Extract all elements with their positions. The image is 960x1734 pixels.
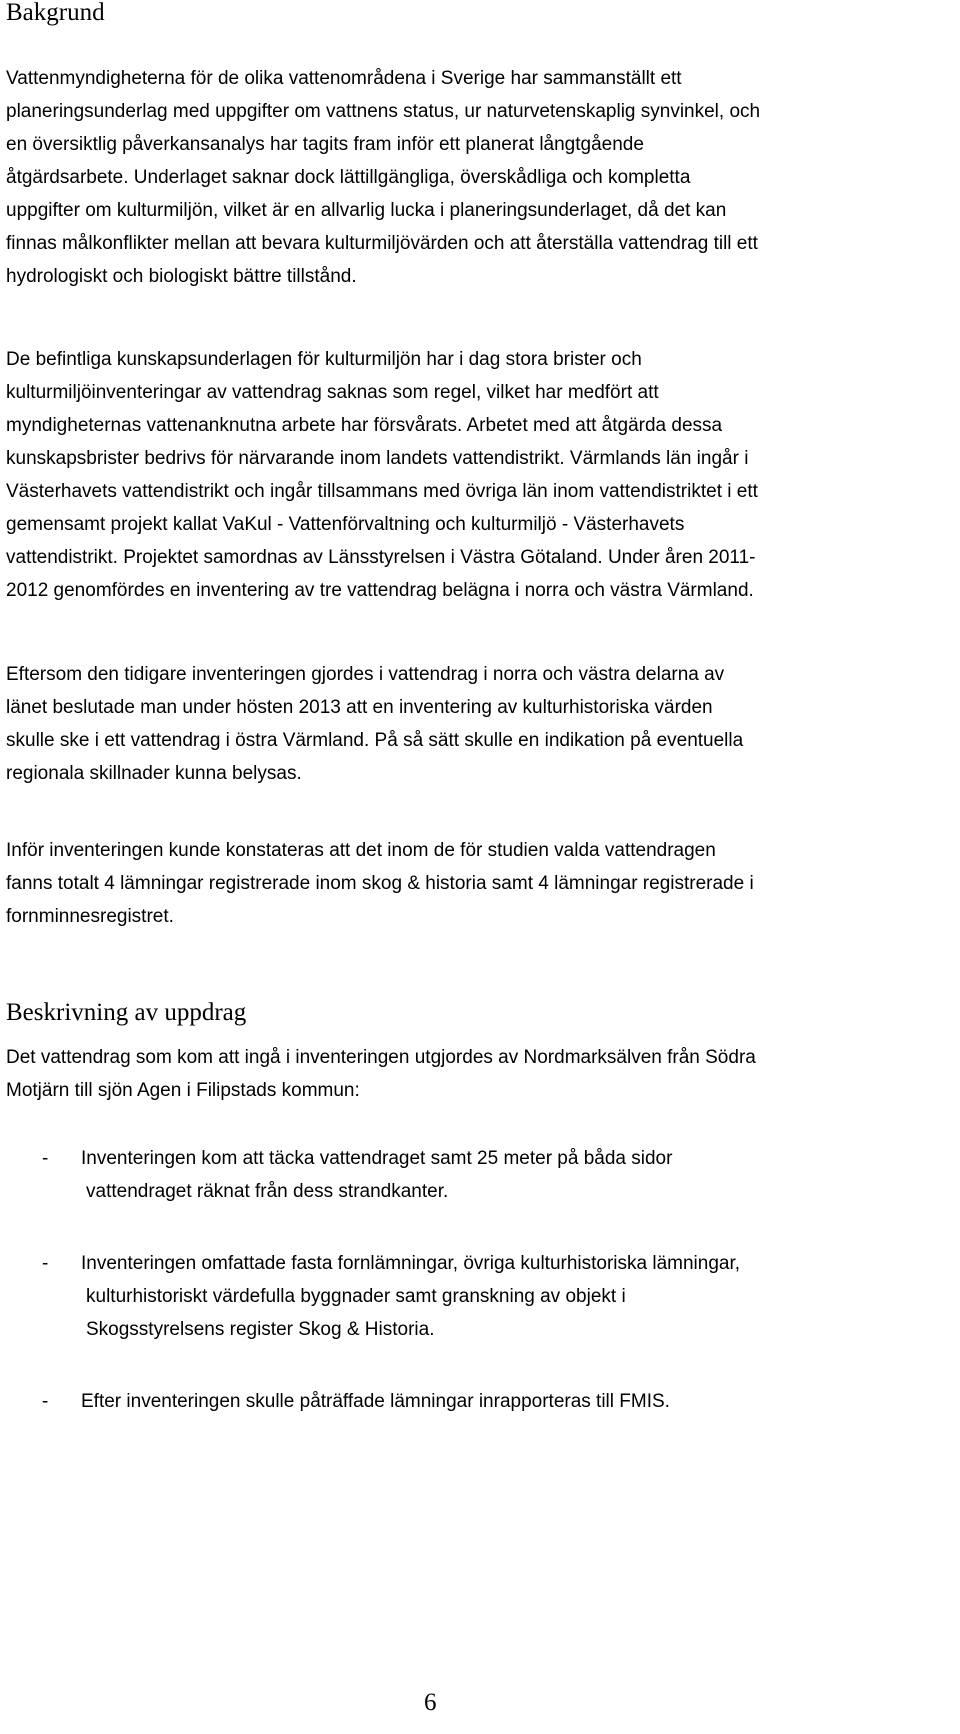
paragraph-4 [6,834,940,933]
paragraph-line: Det vattendrag som kom att ingå i inventeringen utgjordes av Nordmarksälven från Södra [6,1047,756,1068]
section-heading-beskrivning: Beskrivning av uppdrag [6,999,247,1026]
paragraph-line: hydrologiskt och biologiskt bättre tillstånd. [6,266,357,287]
paragraph-line: regionala skillnader kunna belysas. [6,763,302,784]
paragraph-line: uppgifter om kulturmiljön, vilket är en allvarlig lucka i planeringsunderlaget, då det kan [6,200,727,221]
paragraph-line: Västerhavets vattendistrikt och ingår tillsammans med övriga län inom vattendistriktet i ett [6,481,758,502]
paragraph-line: Inför inventeringen kunde konstateras att det inom de för studien valda vattendragen [6,840,716,861]
paragraph-line: finnas målkonflikter mellan att bevara kulturmiljövärden och att återställa vattendrag till ett [6,233,758,254]
paragraph-line: Vattenmyndigheterna för de olika vattenområdena i Sverige har sammanställt ett [6,68,682,89]
paragraph-line: kunskapsbrister bedrivs för närvarande inom landets vattendistrikt. Värmlands län ingår i [6,448,749,469]
list-dash: - [42,1253,49,1274]
list-line: vattendraget räknat från dess strandkanter. [86,1181,449,1202]
paragraph-line: 2012 genomfördes en inventering av tre vattendrag belägna i norra och västra Värmland. [6,580,754,601]
paragraph-line: vattendistrikt. Projektet samordnas av Länsstyrelsen i Västra Götaland. Under åren 2011- [6,547,756,568]
list-item [6,1142,940,1208]
paragraph-3 [6,658,940,790]
paragraph-line: länet beslutade man under hösten 2013 att en inventering av kulturhistoriska värden [6,697,713,718]
paragraph-line: fornminnesregistret. [6,906,174,927]
paragraph-2 [6,343,940,607]
paragraph-line: skulle ske i ett vattendrag i östra Värmland. På så sätt skulle en indikation på eventuella [6,730,744,751]
list-line: Inventeringen omfattade fasta fornlämningar, övriga kulturhistoriska lämningar, [81,1253,741,1274]
list-item [6,1385,940,1418]
section-heading-bakgrund: Bakgrund [6,0,105,26]
paragraph-line: fanns totalt 4 lämningar registrerade inom skog & historia samt 4 lämningar registrerade i [6,873,754,894]
page-number: 6 [424,1689,437,1716]
list-dash: - [42,1391,49,1412]
list-line: Skogsstyrelsens register Skog & Historia. [86,1319,435,1340]
paragraph-line: myndigheternas vattenanknutna arbete har försvårats. Arbetet med att åtgärda dessa [6,415,723,436]
list-line: kulturhistoriskt värdefulla byggnader samt granskning av objekt i [86,1286,626,1307]
paragraph-line: kulturmiljöinventeringar av vattendrag saknas som regel, vilket har medfört att [6,382,659,403]
paragraph-line: planeringsunderlag med uppgifter om vattnens status, ur naturvetenskaplig synvinkel, och [6,101,761,122]
paragraph-line: Motjärn till sjön Agen i Filipstads kommun: [6,1080,360,1101]
paragraph-line: De befintliga kunskapsunderlagen för kulturmiljön har i dag stora brister och [6,349,642,370]
list-item [6,1247,940,1346]
list-line: Efter inventeringen skulle påträffade lämningar inrapporteras till FMIS. [81,1391,670,1412]
paragraph-line: en översiktlig påverkansanalys har tagits fram inför ett planerat långtgående [6,134,644,155]
list-line: Inventeringen kom att täcka vattendraget samt 25 meter på båda sidor [81,1148,673,1169]
intro-paragraph [6,1041,940,1107]
paragraph-line: Eftersom den tidigare inventeringen gjordes i vattendrag i norra och västra delarna av [6,664,725,685]
paragraph-line: åtgärdsarbete. Underlaget saknar dock lättillgängliga, överskådliga och kompletta [6,167,691,188]
paragraph-line: gemensamt projekt kallat VaKul - Vattenförvaltning och kulturmiljö - Västerhavets [6,514,685,535]
list-dash: - [42,1148,49,1169]
paragraph-1 [6,62,940,293]
